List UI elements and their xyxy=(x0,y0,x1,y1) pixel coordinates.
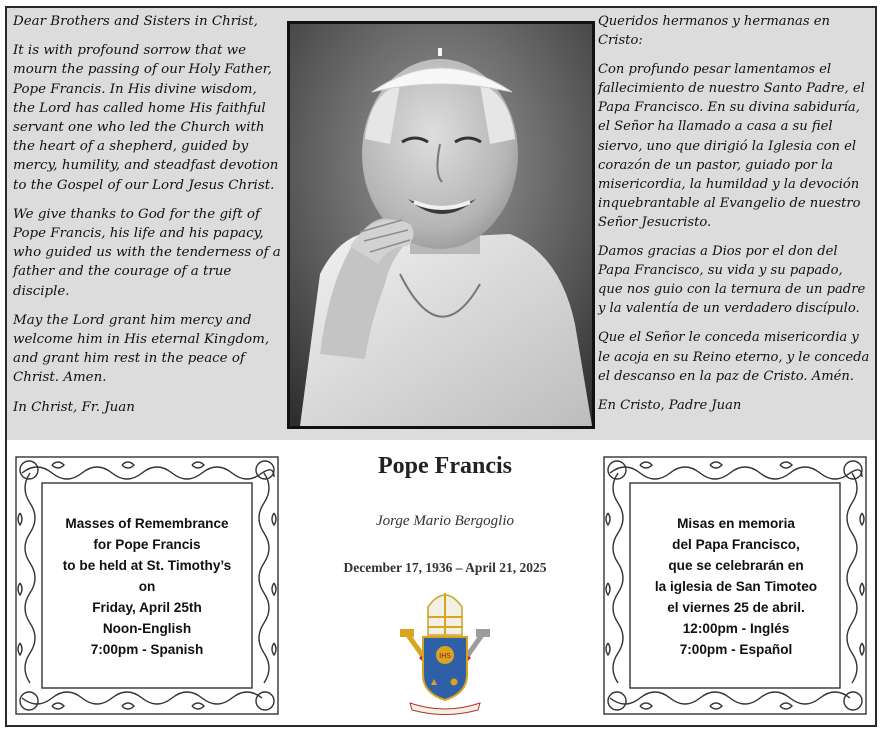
letter-es-greeting: Queridos hermanos y hermanas en Cristo: xyxy=(598,14,830,49)
notice-es-line: que se celebrarán en xyxy=(668,558,804,573)
letter-spanish xyxy=(598,12,870,425)
notice-en-line: 7:00pm - Spanish xyxy=(90,642,204,657)
papal-coat-of-arms-icon xyxy=(390,585,500,715)
pope-name-title: Pope Francis xyxy=(378,453,512,479)
notice-en-line: Friday, April 25th xyxy=(92,600,202,615)
letter-es-paragraph-2: Damos gracias a Dios por el don del Papa Francisco, su vida y su papado, que nos guio con la ternura de un padre y la valentía de un verdadero discípulo. xyxy=(598,244,866,317)
letter-en-signature: In Christ, Fr. Juan xyxy=(13,399,135,415)
notice-en-line: Noon-English xyxy=(102,621,192,636)
notice-en-line: for Pope Francis xyxy=(93,537,201,552)
letter-es-paragraph-3: Que el Señor le conceda misericordia y le acoja en su Reino eterno, y le conceda el descanso en la paz de Cristo. Amén. xyxy=(598,330,870,384)
birth-name: Jorge Mario Bergoglio xyxy=(375,513,515,529)
portrait-illustration xyxy=(290,24,592,426)
notice-es-line: 12:00pm - Inglés xyxy=(682,621,790,636)
masses-notice-spanish xyxy=(636,513,836,660)
notice-es-line: 7:00pm - Español xyxy=(679,642,793,657)
letter-es-paragraph-1: Con profundo pesar lamentamos el fallecimiento de nuestro Santo Padre, el Papa Francisco. En su divina sabiduría, el Señor ha llamado a casa a su fiel siervo, uno que dirigió la Iglesia con el corazón de un pastor, guiado por la misericordia, la humildad y la devoción inquebrantable al Evangelio de nuestro Señor Jesucristo. xyxy=(598,62,865,230)
letter-en-paragraph-2: We give thanks to God for the gift of Pope Francis, his life and his papacy, who guided us with the tenderness of a father and the courage of a true disciple. xyxy=(13,206,281,299)
notice-en-line: to be held at St. Timothy’s xyxy=(62,558,232,573)
notice-es-line: del Papa Francisco, xyxy=(672,537,800,552)
notice-en-line: Masses of Remembrance xyxy=(65,516,229,531)
letter-english xyxy=(13,12,281,427)
svg-text:IHS: IHS xyxy=(439,652,451,660)
notice-es-line: la iglesia de San Timoteo xyxy=(654,579,818,594)
letter-en-paragraph-3: May the Lord grant him mercy and welcome him in His eternal Kingdom, and grant him rest in the peace of Christ. Amen. xyxy=(13,312,270,386)
life-dates: December 17, 1936 – April 21, 2025 xyxy=(343,560,547,575)
letter-es-signature: En Cristo, Padre Juan xyxy=(598,397,742,413)
masses-notice-english xyxy=(47,513,247,660)
letter-en-paragraph-1: It is with profound sorrow that we mourn the passing of our Holy Father, Pope Francis. In His divine wisdom, the Lord has called home His faithful servant one who led the Church with the heart of a shepherd, guided by mercy, humility, and steadfast devotion to the Gospel of our Lord Jesus Christ. xyxy=(13,43,279,193)
letter-en-greeting: Dear Brothers and Sisters in Christ, xyxy=(13,14,258,29)
notice-es-line: el viernes 25 de abril. xyxy=(667,600,805,615)
notice-en-line: on xyxy=(138,579,156,594)
notice-es-line: Misas en memoria xyxy=(677,516,795,531)
pope-portrait-photo xyxy=(287,21,595,429)
